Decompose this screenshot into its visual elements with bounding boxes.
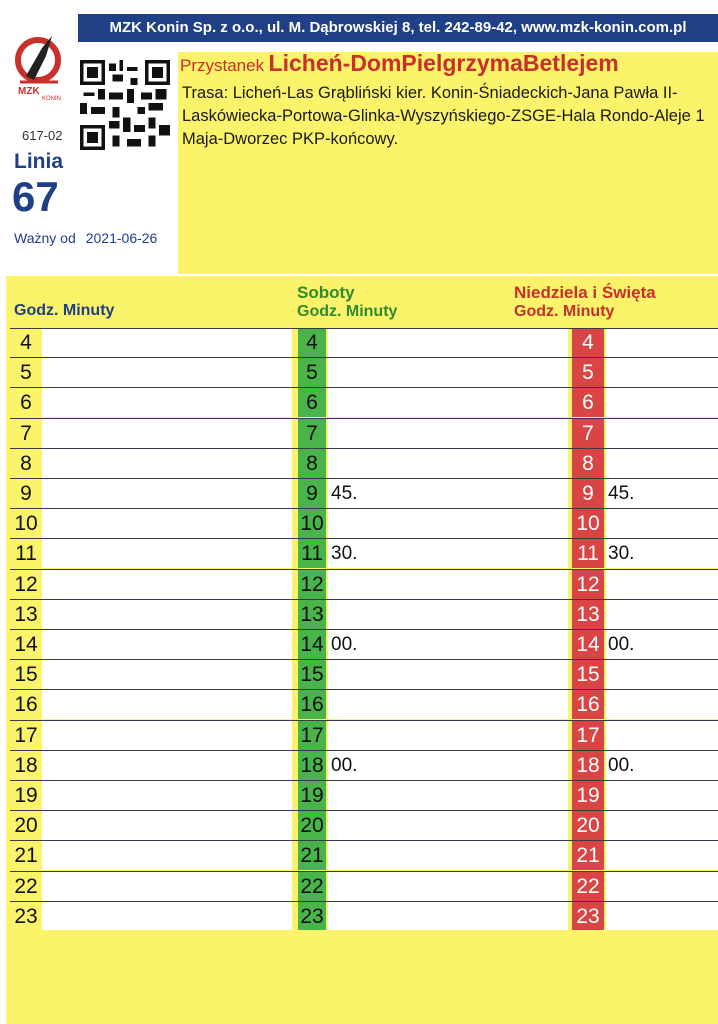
weekday-hour-cell: 23 (12, 902, 40, 931)
saturday-minutes-box (328, 388, 568, 417)
saturday-hour-cell: 6 (298, 388, 326, 417)
weekday-minutes-box (42, 751, 292, 780)
weekday-hour-cell: 15 (12, 660, 40, 689)
sunday-minutes-box (606, 358, 718, 387)
valid-from (14, 230, 157, 246)
saturday-minutes-box (328, 872, 568, 901)
stop-prefix: Przystanek (180, 56, 265, 75)
sunday-minutes-box (606, 872, 718, 901)
sunday-minutes: 30. (608, 543, 635, 565)
saturday-hour-cell: 10 (298, 509, 326, 538)
saturday-minutes-box (328, 781, 568, 810)
weekday-hour-cell: 20 (12, 811, 40, 840)
sunday-minutes-box (606, 509, 718, 538)
line-number: 67 (12, 173, 59, 220)
sunday-minutes-box (606, 902, 718, 931)
weekday-hour-cell: 16 (12, 690, 40, 719)
weekday-minutes-box (42, 721, 292, 750)
saturday-minutes-box (328, 570, 568, 599)
weekday-minutes-box (42, 358, 292, 387)
saturday-hour-cell: 18 (298, 751, 326, 780)
weekday-hour-cell: 12 (12, 570, 40, 599)
sunday-minutes: 00. (608, 754, 635, 776)
saturday-hour-cell: 14 (298, 630, 326, 659)
sunday-hour-cell: 13 (572, 600, 604, 629)
sunday-hour-cell: 16 (572, 690, 604, 719)
saturday-hour-cell: 23 (298, 902, 326, 931)
saturday-hour-cell: 13 (298, 600, 326, 629)
sunday-minutes-box (606, 721, 718, 750)
saturday-hour-cell: 4 (298, 328, 326, 357)
sunday-minutes: 45. (608, 483, 635, 504)
saturday-minutes-box (328, 811, 568, 840)
saturday-hour-cell: 12 (298, 570, 326, 599)
sunday-hour-cell: 5 (572, 358, 604, 387)
sunday-hour-cell: 11 (572, 539, 604, 568)
sunday-hour-cell: 10 (572, 509, 604, 538)
weekday-minutes-box (42, 630, 292, 659)
sunday-hour-cell: 9 (572, 479, 604, 508)
valid-from-date: 2021-06-26 (85, 230, 158, 246)
weekday-hour-cell: 19 (12, 781, 40, 810)
weekday-hour-cell: 22 (12, 872, 40, 901)
saturday-hour-cell: 21 (298, 841, 326, 870)
weekday-minutes-box (42, 600, 292, 629)
valid-from-label: Ważny od (14, 230, 76, 246)
weekday-hour-cell: 18 (12, 751, 40, 780)
weekday-minutes-box (42, 690, 292, 719)
saturday-hour-cell: 9 (298, 479, 326, 508)
saturday-hour-cell: 19 (298, 781, 326, 810)
weekday-hour-cell: 21 (12, 841, 40, 870)
mzk-logo-icon (12, 30, 70, 102)
saturday-minutes: 30. (331, 543, 358, 565)
saturday-minutes-box (328, 841, 568, 870)
weekday-minutes-box (42, 479, 292, 508)
weekday-minutes-box (42, 449, 292, 478)
sunday-hour-cell: 4 (572, 328, 604, 357)
saturday-hour-cell: 22 (298, 872, 326, 901)
sunday-minutes-box (606, 328, 718, 357)
weekday-minutes-box (42, 872, 292, 901)
sunday-hour-cell: 8 (572, 449, 604, 478)
weekday-hour-cell: 17 (12, 721, 40, 750)
sunday-minutes-box (606, 570, 718, 599)
sunday-hour-cell: 19 (572, 781, 604, 810)
saturday-minutes-box (328, 690, 568, 719)
weekday-hour-cell: 5 (12, 358, 40, 387)
stop-name: Licheń-DomPielgrzymaBetlejem (268, 50, 619, 76)
sunday-minutes-box (606, 811, 718, 840)
weekday-minutes-box (42, 539, 292, 568)
sunday-hour-cell: 23 (572, 902, 604, 931)
weekday-minutes-box (42, 811, 292, 840)
weekday-minutes-box (42, 419, 292, 448)
saturday-hour-cell: 17 (298, 721, 326, 750)
company-bar: MZK Konin Sp. z o.o., ul. M. Dąbrowskiej 8, tel. 242-89-42, www.mzk-konin.com.pl (78, 14, 718, 42)
saturday-minutes-box (328, 419, 568, 448)
saturday-hour-cell: 5 (298, 358, 326, 387)
weekday-hour-cell: 10 (12, 509, 40, 538)
sunday-hour-cell: 14 (572, 630, 604, 659)
saturday-minutes-box (328, 721, 568, 750)
sunday-hour-cell: 7 (572, 419, 604, 448)
weekday-hour-cell: 8 (12, 449, 40, 478)
sunday-hour-cell: 22 (572, 872, 604, 901)
saturday-minutes: 00. (331, 634, 358, 655)
sunday-minutes-box (606, 841, 718, 870)
row-separator (10, 328, 718, 329)
weekday-minutes-box (42, 902, 292, 931)
weekday-minutes-box (42, 388, 292, 417)
weekday-hour-cell: 13 (12, 600, 40, 629)
weekday-hour-cell: 4 (12, 328, 40, 357)
weekday-minutes-box (42, 328, 292, 357)
qr-code-icon[interactable] (80, 60, 170, 150)
sunday-minutes-box (606, 781, 718, 810)
sunday-hour-cell: 17 (572, 721, 604, 750)
sunday-minutes-box (606, 419, 718, 448)
sunday-minutes: 00. (608, 634, 635, 655)
line-label: Linia (14, 150, 64, 173)
sunday-minutes-box (606, 660, 718, 689)
saturday-hour-cell: 20 (298, 811, 326, 840)
saturday-minutes-box (328, 600, 568, 629)
saturday-column-header: Godz. Minuty (297, 303, 398, 320)
weekday-hour-cell: 6 (12, 388, 40, 417)
saturday-minutes-box (328, 358, 568, 387)
sunday-hour-cell: 15 (572, 660, 604, 689)
weekday-minutes-box (42, 660, 292, 689)
saturday-minutes-box (328, 902, 568, 931)
weekday-minutes-box (42, 509, 292, 538)
sunday-minutes-box (606, 600, 718, 629)
saturday-minutes-box (328, 509, 568, 538)
route-description: Trasa: Licheń-Las Grąbliński kier. Konin-Śniadeckich-Jana Pawła II-Laskówiecka-Portowa-Glinka-Wyszyńskiego-ZSGE-Hala Rondo-Aleje 1 Maja-Dworzec PKP-końcowy. (182, 84, 705, 148)
sunday-column-title: Niedziela i Święta (514, 283, 656, 302)
sunday-hour-cell: 12 (572, 570, 604, 599)
weekday-hour-cell: 7 (12, 419, 40, 448)
saturday-hour-cell: 15 (298, 660, 326, 689)
saturday-minutes-box (328, 449, 568, 478)
weekday-hour-cell: 14 (12, 630, 40, 659)
sunday-minutes-box (606, 388, 718, 417)
saturday-hour-cell: 16 (298, 690, 326, 719)
sunday-hour-cell: 6 (572, 388, 604, 417)
weekday-minutes-box (42, 841, 292, 870)
saturday-hour-cell: 11 (298, 539, 326, 568)
weekday-minutes-box (42, 570, 292, 599)
stop-title (180, 50, 619, 77)
saturday-minutes-box (328, 328, 568, 357)
timetable-code: 617-02 (22, 128, 63, 143)
svg-text:KONIN: KONIN (42, 96, 62, 102)
weekday-hour-cell: 9 (12, 479, 40, 508)
saturday-hour-cell: 8 (298, 449, 326, 478)
saturday-minutes: 00. (331, 754, 358, 776)
footer-area (6, 930, 718, 1024)
saturday-hour-cell: 7 (298, 419, 326, 448)
weekday-column-header: Godz. Minuty (14, 302, 115, 319)
sunday-hour-cell: 18 (572, 751, 604, 780)
saturday-minutes: 45. (331, 483, 358, 504)
weekday-hour-cell: 11 (12, 539, 40, 568)
saturday-minutes-box (328, 660, 568, 689)
saturday-column-title: Soboty (297, 283, 355, 302)
sunday-hour-cell: 20 (572, 811, 604, 840)
sunday-hour-cell: 21 (572, 841, 604, 870)
sunday-minutes-box (606, 690, 718, 719)
weekday-minutes-box (42, 781, 292, 810)
sunday-column-header: Godz. Minuty (514, 303, 615, 320)
sunday-minutes-box (606, 449, 718, 478)
svg-text:MZK: MZK (18, 86, 40, 97)
